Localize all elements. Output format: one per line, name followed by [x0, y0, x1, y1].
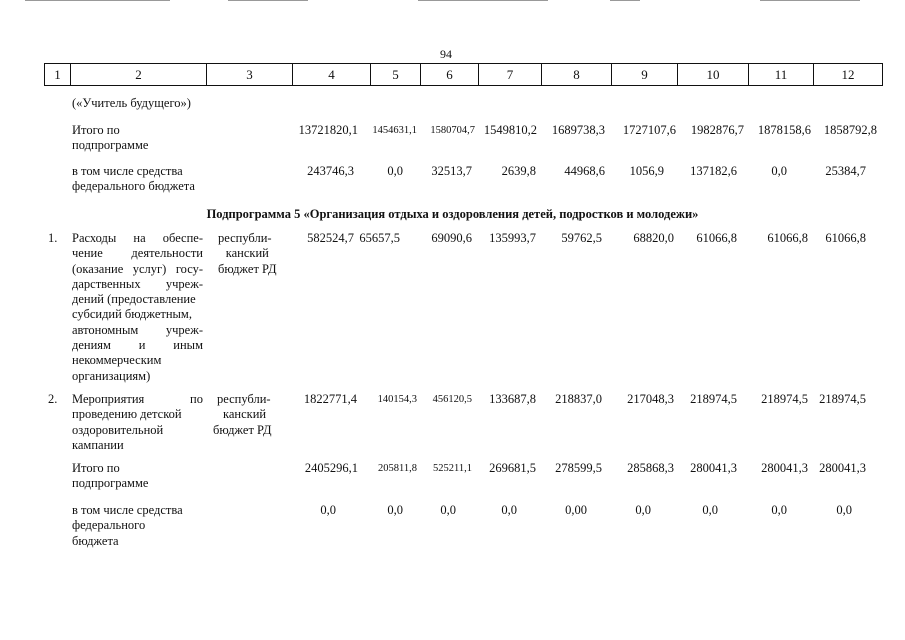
- value-cell: 217048,3: [627, 392, 674, 406]
- scan-line: [418, 0, 548, 1]
- value-cell: 280041,3: [761, 461, 808, 475]
- header-col-4: 4: [293, 64, 371, 86]
- description-line: Мероприятия по: [72, 392, 203, 406]
- description-line: дений (предоставление: [72, 292, 196, 307]
- itogo-label-line: подпрограмме: [72, 476, 149, 491]
- value-cell: 0,0: [387, 503, 403, 517]
- itogo-label-line: подпрограмме: [72, 138, 149, 153]
- scan-line: [25, 0, 170, 1]
- scan-line: [228, 0, 308, 1]
- value-cell: 44968,6: [564, 164, 605, 178]
- header-col-7: 7: [479, 64, 542, 86]
- scan-line: [610, 0, 640, 1]
- funding-source-line: бюджет РД: [218, 261, 277, 276]
- value-cell: 1549810,2: [483, 123, 537, 137]
- description-line: проведению детской: [72, 407, 182, 422]
- value-cell: 0,0: [387, 164, 403, 178]
- value-cell: 525211,1: [433, 463, 472, 474]
- funding-source-line: бюджет РД: [213, 422, 272, 437]
- header-col-2: 2: [71, 64, 207, 86]
- value-cell: 61066,8: [696, 231, 737, 245]
- header-col-6: 6: [421, 64, 479, 86]
- continuation-label: («Учитель будущего»): [72, 96, 191, 110]
- value-cell: 1822771,4: [303, 392, 357, 406]
- federal-label-line: в том числе средства: [72, 503, 183, 517]
- description-line: кампании: [72, 437, 124, 452]
- value-cell: 1727107,6: [622, 123, 676, 137]
- value-cell: 0,0: [320, 503, 336, 517]
- description-line: оздоровительной: [72, 422, 164, 437]
- value-cell: 0,0: [635, 503, 651, 517]
- value-cell: 1858792,8: [823, 123, 877, 137]
- description-line: организациям): [72, 368, 151, 383]
- value-cell: 218837,0: [555, 392, 602, 406]
- value-cell: 1982876,7: [690, 123, 744, 137]
- value-cell: 2405296,1: [304, 461, 358, 475]
- value-cell: 69090,6: [431, 231, 472, 245]
- header-col-8: 8: [542, 64, 612, 86]
- value-cell: 1689738,3: [551, 123, 605, 137]
- value-cell: 1580704,7: [430, 125, 475, 136]
- row-description: [72, 392, 203, 453]
- row-number: 1.: [48, 231, 58, 245]
- itogo-label-line: Итого по: [72, 123, 120, 137]
- funding-source: [218, 231, 277, 277]
- value-cell: 135993,7: [489, 231, 536, 245]
- value-cell: 61066,8: [767, 231, 808, 245]
- federal-label-line: федерального: [72, 518, 146, 533]
- value-cell: 68820,0: [633, 231, 674, 245]
- value-cell: 2639,8: [501, 164, 536, 178]
- page-number: 94: [440, 47, 452, 61]
- subprogram-title: Подпрограмма 5 «Организация отдыха и оздоровления детей, подростков и молодежи»: [206, 207, 699, 221]
- value-cell: 137182,6: [690, 164, 737, 178]
- value-cell: 243746,3: [307, 164, 354, 178]
- value-cell: 0,0: [836, 503, 852, 517]
- value-cell: 278599,5: [555, 461, 602, 475]
- federal-label-line: бюджета: [72, 533, 119, 548]
- description-line: дарственных учреж-: [72, 276, 203, 291]
- value-cell: 140154,3: [377, 394, 417, 405]
- header-col-3: 3: [207, 64, 293, 86]
- value-cell: 0,0: [440, 503, 456, 517]
- value-cell: 13721820,1: [298, 123, 358, 137]
- funding-source-line: канский: [223, 407, 267, 422]
- itogo-label: [72, 461, 148, 492]
- value-cell: 59762,5: [561, 231, 602, 245]
- value-cell: 269681,5: [489, 461, 536, 475]
- value-cell: 0,00: [565, 503, 587, 517]
- description-line: чение деятельности: [72, 246, 203, 261]
- value-cell: 0,0: [501, 503, 517, 517]
- itogo-label-line: Итого по: [72, 461, 120, 475]
- itogo-label: [72, 123, 148, 154]
- value-cell: 1056,9: [629, 164, 664, 178]
- value-cell: 205811,8: [378, 463, 417, 474]
- column-number-header: [44, 63, 883, 86]
- value-cell: 0,0: [771, 164, 787, 178]
- value-cell: 218974,5: [761, 392, 808, 406]
- federal-label: [72, 503, 183, 549]
- federal-label-line: федерального бюджета: [72, 179, 195, 194]
- value-cell: 133687,8: [489, 392, 536, 406]
- funding-source: [213, 392, 272, 438]
- value-cell: 65657,5: [359, 231, 400, 245]
- funding-source-line: канский: [225, 246, 269, 261]
- federal-label-line: в том числе средства: [72, 164, 183, 178]
- header-col-11: 11: [749, 64, 814, 86]
- value-cell: 0,0: [771, 503, 787, 517]
- header-col-12: 12: [814, 64, 883, 86]
- value-cell: 61066,8: [825, 231, 866, 245]
- value-cell: 0,0: [702, 503, 718, 517]
- value-cell: 32513,7: [431, 164, 472, 178]
- federal-label: [72, 164, 195, 195]
- description-line: Расходы на обеспе-: [72, 231, 203, 245]
- row-description: [72, 231, 203, 384]
- value-cell: 218974,5: [690, 392, 737, 406]
- value-cell: 582524,7: [307, 231, 354, 245]
- description-line: автономным учреж-: [72, 322, 203, 337]
- value-cell: 280041,3: [690, 461, 737, 475]
- value-cell: 25384,7: [825, 164, 866, 178]
- value-cell: 285868,3: [627, 461, 674, 475]
- header-col-1: 1: [45, 64, 71, 86]
- description-line: дениям и иным: [72, 338, 203, 353]
- header-col-5: 5: [371, 64, 421, 86]
- row-number: 2.: [48, 392, 58, 406]
- value-cell: 1878158,6: [757, 123, 811, 137]
- scan-line: [760, 0, 860, 1]
- value-cell: 218974,5: [819, 392, 866, 406]
- funding-source-line: республи-: [218, 231, 272, 245]
- value-cell: 456120,5: [432, 394, 472, 405]
- value-cell: 280041,3: [819, 461, 866, 475]
- description-line: некоммерческим: [72, 353, 162, 368]
- value-cell: 1454631,1: [372, 125, 417, 136]
- funding-source-line: республи-: [217, 392, 271, 406]
- description-line: субсидий бюджетным,: [72, 307, 192, 322]
- header-col-9: 9: [612, 64, 678, 86]
- description-line: (оказание услуг) госу-: [72, 261, 203, 276]
- header-col-10: 10: [678, 64, 749, 86]
